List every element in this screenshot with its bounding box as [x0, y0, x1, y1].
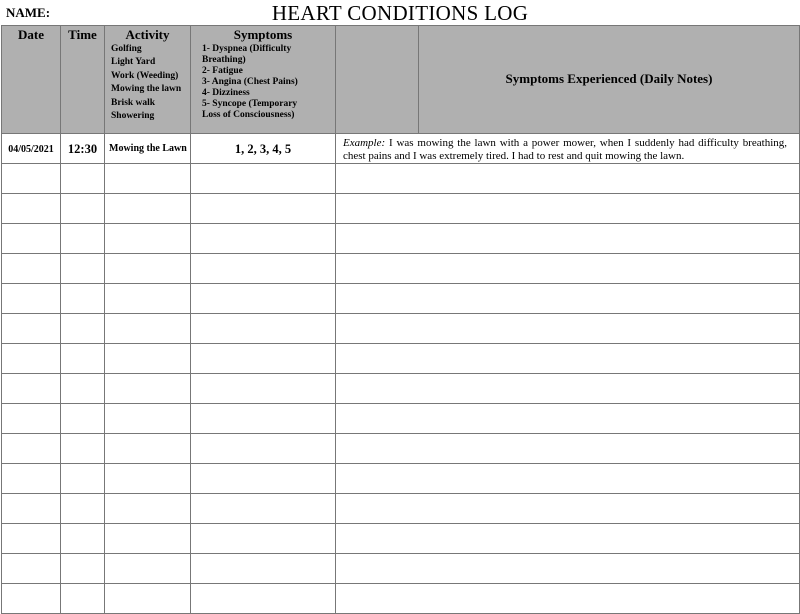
- date-entry-cell[interactable]: [2, 524, 61, 554]
- notes-entry-cell[interactable]: [336, 434, 800, 464]
- notes-entry-cell[interactable]: [336, 404, 800, 434]
- notes-entry-cell[interactable]: [336, 314, 800, 344]
- activity-entry-cell[interactable]: [105, 344, 191, 374]
- time-entry-cell[interactable]: [61, 524, 105, 554]
- symptoms-entry-cell[interactable]: [191, 254, 336, 284]
- time-entry-cell[interactable]: [61, 584, 105, 614]
- log-entry-row: [2, 254, 800, 284]
- date-entry-cell[interactable]: [2, 344, 61, 374]
- notes-entry-cell[interactable]: [336, 224, 800, 254]
- activity-option: Brisk walk: [111, 97, 156, 108]
- notes-entry-cell[interactable]: [336, 194, 800, 224]
- date-entry-cell[interactable]: [2, 224, 61, 254]
- notes-column-header: Symptoms Experienced (Daily Notes): [419, 26, 800, 134]
- time-entry-cell[interactable]: [61, 374, 105, 404]
- log-entry-row: [2, 584, 800, 614]
- example-prefix: Example:: [343, 137, 386, 149]
- date-column-header: Date: [2, 26, 61, 134]
- symptoms-entry-cell[interactable]: [191, 584, 336, 614]
- date-entry-cell[interactable]: [2, 404, 61, 434]
- time-entry-cell[interactable]: [61, 254, 105, 284]
- symptoms-entry-cell[interactable]: [191, 224, 336, 254]
- activity-entry-cell[interactable]: [105, 254, 191, 284]
- example-activity-cell: Mowing the Lawn: [105, 134, 191, 164]
- symptoms-entry-cell[interactable]: [191, 524, 336, 554]
- example-row: [2, 134, 800, 164]
- symptom-option: 4- Dizziness: [202, 88, 250, 98]
- symptoms-entry-cell[interactable]: [191, 164, 336, 194]
- activity-entry-cell[interactable]: [105, 314, 191, 344]
- time-entry-cell[interactable]: [61, 194, 105, 224]
- blank-rows: [2, 164, 800, 614]
- log-entry-row: [2, 314, 800, 344]
- symptom-option: 1- Dyspnea (Difficulty: [202, 44, 292, 54]
- symptoms-entry-cell[interactable]: [191, 494, 336, 524]
- activity-entry-cell[interactable]: [105, 194, 191, 224]
- example-note-text: I was mowing the lawn with a power mower, when I suddenly had difficulty breathing, chest pains and I was extremely tired. I had to rest and quit mowing the lawn.: [343, 137, 787, 162]
- activity-entry-cell[interactable]: [105, 584, 191, 614]
- symptom-option: 2- Fatigue: [202, 66, 243, 76]
- log-entry-row: [2, 194, 800, 224]
- activity-entry-cell[interactable]: [105, 434, 191, 464]
- activity-column-header: Activity Golfing Light Yard Work (Weeding) Mowing the lawn Brisk walk Showering: [105, 26, 191, 134]
- log-entry-row: [2, 494, 800, 524]
- notes-entry-cell[interactable]: [336, 464, 800, 494]
- notes-entry-cell[interactable]: [336, 554, 800, 584]
- notes-entry-cell[interactable]: [336, 524, 800, 554]
- example-symptoms-cell: 1, 2, 3, 4, 5: [191, 134, 336, 164]
- name-label: NAME:: [6, 5, 51, 20]
- time-entry-cell[interactable]: [61, 494, 105, 524]
- time-entry-cell[interactable]: [61, 164, 105, 194]
- log-entry-row: [2, 164, 800, 194]
- log-entry-row: [2, 374, 800, 404]
- time-entry-cell[interactable]: [61, 224, 105, 254]
- example-date-cell: 04/05/2021: [2, 134, 61, 164]
- symptoms-entry-cell[interactable]: [191, 344, 336, 374]
- activity-option: Light Yard: [111, 57, 156, 68]
- symptoms-entry-cell[interactable]: [191, 194, 336, 224]
- date-entry-cell[interactable]: [2, 464, 61, 494]
- date-entry-cell[interactable]: [2, 434, 61, 464]
- blank-header-cell: [336, 26, 419, 134]
- notes-entry-cell[interactable]: [336, 254, 800, 284]
- log-entry-row: [2, 404, 800, 434]
- heart-log-table: [1, 25, 800, 614]
- activity-entry-cell[interactable]: [105, 494, 191, 524]
- activity-option: Golfing: [111, 44, 142, 54]
- date-entry-cell[interactable]: [2, 554, 61, 584]
- notes-entry-cell[interactable]: [336, 344, 800, 374]
- header-row: [2, 26, 800, 134]
- symptom-option: 5- Syncope (Temporary: [202, 99, 298, 109]
- activity-entry-cell[interactable]: [105, 554, 191, 584]
- log-header: [0, 0, 800, 25]
- log-entry-row: [2, 464, 800, 494]
- symptoms-entry-cell[interactable]: [191, 404, 336, 434]
- symptom-option: 3- Angina (Chest Pains): [202, 77, 298, 87]
- example-time-cell: 12:30: [61, 134, 105, 164]
- date-entry-cell[interactable]: [2, 254, 61, 284]
- symptom-options-list: [191, 44, 335, 121]
- activity-entry-cell[interactable]: [105, 224, 191, 254]
- log-entry-row: [2, 284, 800, 314]
- time-entry-cell[interactable]: [61, 404, 105, 434]
- activity-entry-cell[interactable]: [105, 524, 191, 554]
- activity-option: Mowing the lawn: [111, 84, 182, 95]
- symptom-option: Loss of Consciousness): [202, 110, 295, 120]
- date-entry-cell[interactable]: [2, 284, 61, 314]
- time-entry-cell[interactable]: [61, 554, 105, 584]
- date-entry-cell[interactable]: [2, 494, 61, 524]
- date-entry-cell[interactable]: [2, 164, 61, 194]
- symptoms-column-header: Symptoms 1- Dyspnea (Difficulty Breathing) 2- Fatigue 3- Angina (Chest Pains) 4- Dizziness 5- Syncope (Temporary Loss of Consciousness): [191, 26, 336, 134]
- activity-entry-cell[interactable]: [105, 464, 191, 494]
- log-entry-row: [2, 344, 800, 374]
- date-entry-cell[interactable]: [2, 584, 61, 614]
- time-entry-cell[interactable]: [61, 314, 105, 344]
- symptoms-entry-cell[interactable]: [191, 464, 336, 494]
- activity-option: Showering: [111, 111, 155, 122]
- log-entry-row: [2, 554, 800, 584]
- example-notes-cell: [336, 134, 800, 164]
- activity-option: Work (Weeding): [111, 70, 179, 81]
- activity-entry-cell[interactable]: [105, 164, 191, 194]
- activity-entry-cell[interactable]: [105, 284, 191, 314]
- date-entry-cell[interactable]: [2, 194, 61, 224]
- log-entry-row: [2, 434, 800, 464]
- date-entry-cell[interactable]: [2, 374, 61, 404]
- time-entry-cell[interactable]: [61, 344, 105, 374]
- notes-entry-cell[interactable]: [336, 284, 800, 314]
- log-entry-row: [2, 524, 800, 554]
- activity-entry-cell[interactable]: [105, 404, 191, 434]
- log-entry-row: [2, 224, 800, 254]
- page-title: HEART CONDITIONS LOG: [271, 1, 529, 25]
- activity-options-list: [105, 43, 190, 123]
- activity-entry-cell[interactable]: [105, 374, 191, 404]
- time-column-header: Time: [61, 26, 105, 134]
- symptoms-entry-cell[interactable]: [191, 314, 336, 344]
- notes-entry-cell[interactable]: [336, 584, 800, 614]
- time-entry-cell[interactable]: [61, 464, 105, 494]
- symptoms-entry-cell[interactable]: [191, 554, 336, 584]
- symptoms-entry-cell[interactable]: [191, 284, 336, 314]
- time-entry-cell[interactable]: [61, 284, 105, 314]
- symptom-option: Breathing): [202, 55, 246, 65]
- notes-entry-cell[interactable]: [336, 494, 800, 524]
- symptoms-entry-cell[interactable]: [191, 434, 336, 464]
- time-entry-cell[interactable]: [61, 434, 105, 464]
- symptoms-entry-cell[interactable]: [191, 374, 336, 404]
- date-entry-cell[interactable]: [2, 314, 61, 344]
- notes-entry-cell[interactable]: [336, 164, 800, 194]
- notes-entry-cell[interactable]: [336, 374, 800, 404]
